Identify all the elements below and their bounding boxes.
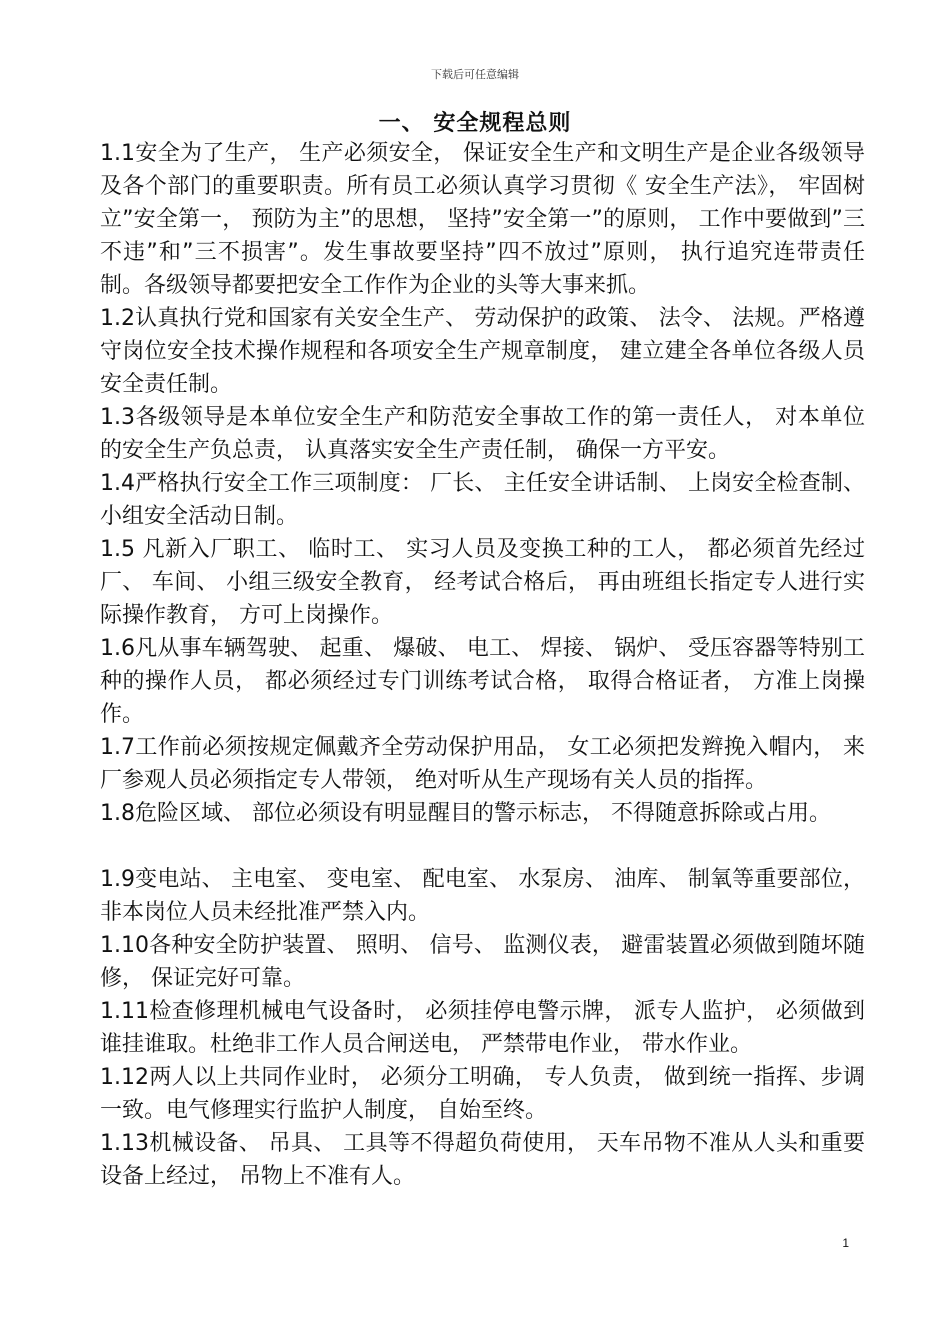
paragraph-1-3: 1.3各级领导是本单位安全生产和防范安全事故工作的第一责任人， 对本单位的安全生产负总责， 认真落实安全生产责任制， 确保一方平安。 — [100, 405, 865, 463]
paragraph-1-8: 1.8危险区域、 部位必须设有明显醒目的警示标志， 不得随意拆除或占用。 — [100, 801, 831, 826]
paragraph-1-10: 1.10各种安全防护装置、 照明、 信号、 监测仪表， 避雷装置必须做到随坏随修， 保证完好可靠。 — [100, 933, 865, 991]
paragraph-1-13: 1.13机械设备、 吊具、 工具等不得超负荷使用， 天车吊物不准从人头和重要设备上经过， 吊物上不准有人。 — [100, 1131, 865, 1189]
section-title: 一、 安全规程总则 — [378, 111, 572, 136]
paragraph-1-12: 1.12两人以上共同作业时， 必须分工明确， 专人负责， 做到统一指挥、步调一致。电气修理实行监护人制度， 自始至终。 — [100, 1065, 865, 1123]
paragraph-1-7: 1.7工作前必须按规定佩戴齐全劳动保护用品， 女工必须把发辫挽入帽内， 来厂参观人员必须指定专人带领， 绝对听从生产现场有关人员的指挥。 — [100, 735, 865, 793]
paragraph-1-6: 1.6凡从事车辆驾驶、 起重、 爆破、 电工、 焊接、 锅炉、 受压容器等特别工种的操作人员， 都必须经过专门训练考试合格， 取得合格证者， 方准上岗操作。 — [100, 636, 865, 727]
paragraph-1-1: 1.1安全为了生产， 生产必须安全， 保证安全生产和文明生产是企业各级领导及各个部门的重要职责。所有员工必须认真学习贯彻《 安全生产法》， 牢固树立”安全第一， 预防为主”的思想， 坚持”安全第一”的原则， 工作中要做到”三不违”和”三不损害”。发生事故要坚持”四不放过”原则， 执行追究连带责任制。各级领导都要把安全工作作为企业的头等大事来抓。 — [100, 141, 865, 298]
paragraph-1-5: 1.5 凡新入厂职工、 临时工、 实习人员及变换工种的工人， 都必须首先经过厂、 车间、 小组三级安全教育， 经考试合格后， 再由班组长指定专人进行实际操作教育， 方可上岗操作。 — [100, 537, 865, 628]
paragraph-1-9: 1.9变电站、 主电室、 变电室、 配电室、 水泵房、 油库、 制氧等重要部位， 非本岗位人员未经批准严禁入内。 — [100, 867, 865, 925]
section-body — [100, 137, 865, 1193]
paragraph-1-11: 1.11检查修理机械电气设备时， 必须挂停电警示牌， 派专人监护， 必须做到谁挂谁取。杜绝非工作人员合闸送电， 严禁带电作业， 带水作业。 — [100, 999, 865, 1057]
paragraph-1-4: 1.4严格执行安全工作三项制度： 厂长、 主任安全讲话制、 上岗安全检查制、 小组安全活动日制。 — [100, 471, 865, 529]
paragraph-1-2: 1.2认真执行党和国家有关安全生产、 劳动保护的政策、 法令、 法规。严格遵守岗位安全技术操作规程和各项安全生产规章制度， 建立建全各单位各级人员安全责任制。 — [100, 306, 865, 397]
page-number: 1 — [842, 1236, 849, 1250]
header-note: 下载后可任意编辑 — [431, 68, 519, 81]
